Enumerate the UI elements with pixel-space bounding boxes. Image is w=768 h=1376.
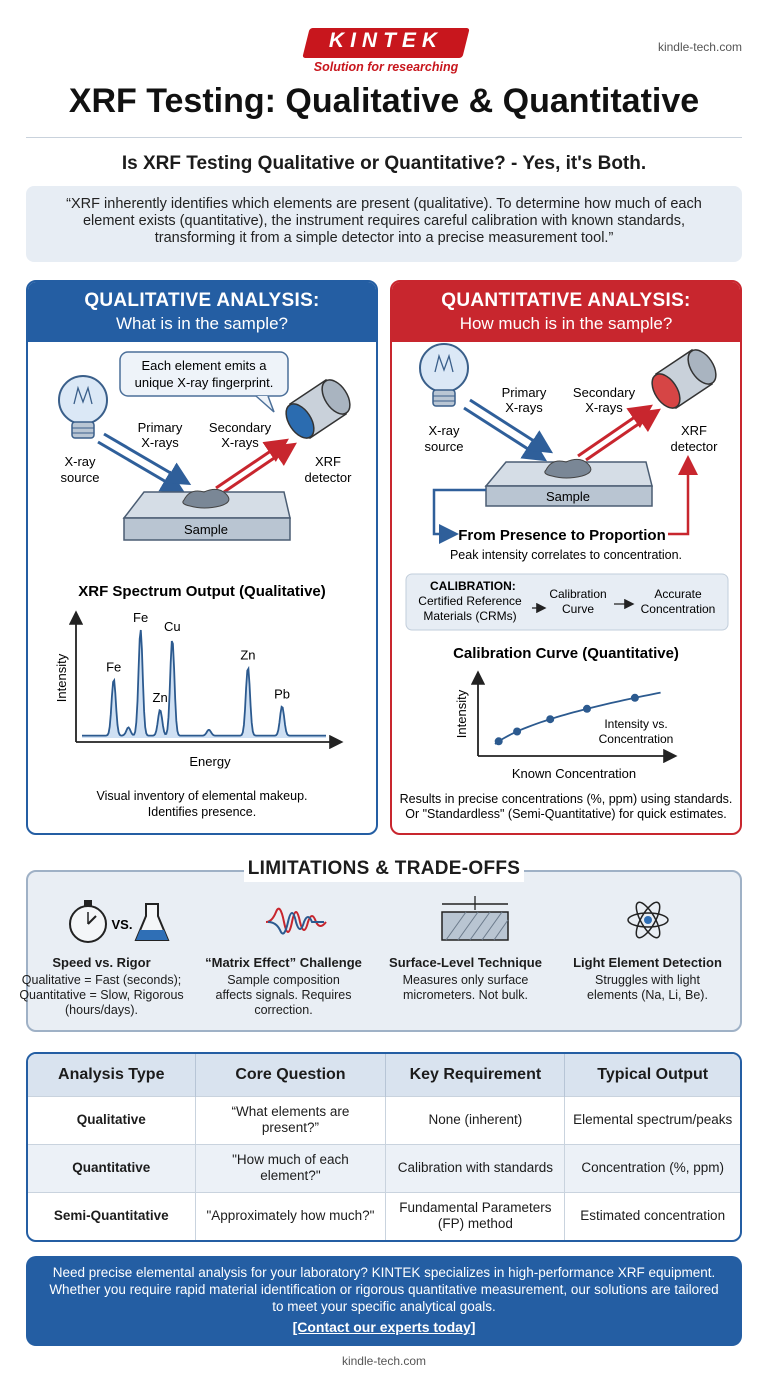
limitation-desc: Sample composition affects signals. Requires correction.: [215, 973, 352, 1017]
brand-logo-text: KINTEK: [328, 29, 444, 52]
table-header-row: [28, 1054, 740, 1096]
table-cell: "How much of each element?": [195, 1144, 386, 1192]
cta-text: Need precise elemental analysis for your laboratory? KINTEK specializes in high-performance XRF equipment. Whether you require rapid material identification or rigorous quantitative measurement, our solutions are tailored to meet your specific analytical goals.: [49, 1265, 719, 1314]
curve-note-line2: Concentration: [598, 732, 674, 746]
limitation-title: “Matrix Effect” Challenge: [205, 955, 362, 970]
table-row: [28, 1144, 740, 1192]
table-row: [28, 1096, 740, 1144]
peak-label-zn: Zn: [152, 690, 168, 705]
presence-title: From Presence to Proportion: [458, 527, 666, 544]
limitation-light-elements: [560, 955, 735, 1003]
source-label-line1: X-ray: [428, 423, 460, 438]
table-cell: "Approximately how much?": [195, 1192, 386, 1240]
site-url-top[interactable]: kindle-tech.com: [657, 40, 742, 54]
secondary-label-line1: Secondary: [208, 420, 272, 435]
atom-icon: [628, 899, 668, 941]
sample-label: Sample: [183, 522, 229, 537]
table-cell: Qualitative: [28, 1096, 195, 1144]
vs-label: VS.: [111, 917, 133, 932]
primary-ray-arrow: [464, 408, 542, 458]
spectrum-ylabel: Intensity: [54, 653, 69, 703]
spectrum-line: [82, 630, 326, 736]
primary-label-line2: X-rays: [141, 435, 179, 450]
flask-icon: [136, 904, 168, 940]
limitation-title: Speed vs. Rigor: [52, 955, 151, 970]
presence-subtitle: Peak intensity correlates to concentration.: [449, 548, 683, 562]
page-title: XRF Testing: Qualitative & Quantitative: [68, 82, 700, 120]
curve-xlabel: Known Concentration: [511, 766, 637, 781]
limitation-desc: Qualitative = Fast (seconds); Quantitative = Slow, Rigorous (hours/days).: [19, 973, 184, 1017]
xrf-detector-icon: [646, 345, 721, 413]
table-cell: None (inherent): [386, 1096, 565, 1144]
limitation-title: Light Element Detection: [573, 955, 722, 970]
wave-icon: [266, 909, 326, 934]
source-label-line2: source: [424, 439, 464, 454]
peak-label-zn: Zn: [240, 647, 256, 663]
quantitative-title: QUANTITATIVE ANALYSIS:: [441, 290, 691, 311]
peak-label-pb: Pb: [274, 686, 291, 702]
xray-source-bulb-icon: [420, 344, 468, 406]
callout-text-line2: unique X-ray fingerprint.: [134, 375, 274, 390]
summary-quote: “XRF inherently identifies which elements are present (qualitative). To determine how much of each element exists (quantitative), the instrument requires careful calibration with known standards, transforming it from a simple detector into a precise measurement tool.”: [26, 186, 742, 262]
qualitative-footer-line2: Identifies presence.: [147, 805, 257, 819]
xray-source-bulb-icon: [59, 376, 107, 438]
stopwatch-icon: [70, 900, 106, 942]
sample-label: Sample: [545, 489, 591, 504]
comparison-table: [26, 1052, 742, 1242]
table-cell: “What elements are present?”: [195, 1096, 386, 1144]
curve-step-line2: Curve: [561, 602, 595, 616]
calibration-label: CALIBRATION:: [430, 579, 516, 593]
curve-title: Calibration Curve (Quantitative): [453, 645, 679, 662]
table-cell: Estimated concentration: [565, 1192, 740, 1240]
peak-label-fe: Fe: [106, 659, 122, 675]
accurate-line1: Accurate: [654, 587, 702, 601]
limitation-desc: Measures only surface micrometers. Not bulk.: [402, 973, 529, 1002]
source-label-line2: source: [60, 470, 100, 485]
curve-step-line1: Calibration: [549, 587, 607, 601]
table-cell: Fundamental Parameters (FP) method: [386, 1192, 565, 1240]
table-cell: Elemental spectrum/peaks: [565, 1096, 740, 1144]
secondary-label-line2: X-rays: [221, 435, 259, 450]
calibration-point: [495, 737, 503, 745]
calibration-point: [546, 715, 554, 723]
quantitative-footer-line1: Results in precise concentrations (%, ppm) using standards.: [399, 792, 733, 806]
table-header: Typical Output: [565, 1054, 740, 1096]
quantitative-footer-line2: Or "Standardless" (Semi-Quantitative) for quick estimates.: [405, 807, 727, 821]
limitation-desc: Struggles with light elements (Na, Li, Be).: [587, 973, 708, 1002]
limitations-icons: [26, 890, 742, 954]
secondary-label-line1: Secondary: [572, 385, 636, 400]
surface-layer-icon: [442, 896, 508, 940]
table-header: Core Question: [195, 1054, 386, 1096]
table-cell: Quantitative: [28, 1144, 195, 1192]
spectrum-chart: [76, 610, 340, 742]
qualitative-title: QUALITATIVE ANALYSIS:: [84, 290, 320, 311]
peak-label-cu: Cu: [163, 619, 181, 635]
primary-label-line1: Primary: [137, 420, 183, 435]
primary-label-line1: Primary: [501, 385, 547, 400]
limitation-matrix-effect: [196, 955, 371, 1018]
crm-line2: Materials (CRMs): [423, 609, 517, 623]
limitation-surface: [378, 955, 553, 1003]
limitation-speed: [14, 955, 189, 1018]
contact-experts-link[interactable]: [Contact our experts today]: [292, 1319, 476, 1335]
table-row: [28, 1192, 740, 1240]
peak-label-fe: Fe: [133, 609, 149, 625]
quantitative-panel: [390, 280, 742, 835]
table-cell: Semi-Quantitative: [28, 1192, 195, 1240]
page-subtitle: Is XRF Testing Qualitative or Quantitative? - Yes, it's Both.: [121, 153, 647, 174]
qualitative-diagram: [28, 342, 376, 833]
site-url-bottom[interactable]: kindle-tech.com: [341, 1354, 427, 1368]
secondary-ray-arrow: [224, 446, 292, 492]
qualitative-footer-line1: Visual inventory of elemental makeup.: [96, 789, 308, 803]
secondary-ray-arrow: [586, 412, 656, 460]
curve-ylabel: Intensity: [454, 689, 469, 739]
title-divider: [26, 137, 742, 138]
crm-line1: Certified Reference: [418, 594, 522, 608]
source-label-line1: X-ray: [64, 454, 96, 469]
secondary-label-line2: X-rays: [585, 400, 623, 415]
qualitative-subtitle: What is in the sample?: [116, 314, 288, 333]
presence-flow-arrow-right: [668, 460, 688, 534]
spectrum-xlabel: Energy: [189, 754, 231, 769]
quantitative-subtitle: How much is in the sample?: [459, 314, 673, 333]
table-cell: Concentration (%, ppm): [565, 1144, 740, 1192]
calibration-box: [406, 574, 728, 630]
curve-note-line1: Intensity vs.: [604, 717, 668, 731]
table-cell: Calibration with standards: [386, 1144, 565, 1192]
limitations-title: LIMITATIONS & TRADE-OFFS: [244, 856, 524, 882]
spectrum-area: [82, 630, 326, 738]
detector-label-line2: detector: [670, 439, 718, 454]
calibration-point: [513, 728, 521, 736]
detector-label-line2: detector: [304, 470, 352, 485]
quantitative-diagram: [392, 342, 740, 833]
primary-label-line2: X-rays: [505, 400, 543, 415]
detector-label-line1: XRF: [681, 423, 707, 438]
cta-banner: [26, 1256, 742, 1346]
table-header: Key Requirement: [386, 1054, 565, 1096]
qualitative-panel: [26, 280, 378, 835]
callout-text-line1: Each element emits a: [141, 358, 267, 373]
detector-label-line1: XRF: [315, 454, 341, 469]
calibration-point: [631, 694, 639, 702]
xrf-detector-icon: [280, 375, 355, 443]
spectrum-title: XRF Spectrum Output (Qualitative): [78, 583, 326, 600]
limitation-title: Surface-Level Technique: [389, 955, 542, 970]
fingerprint-callout: [120, 352, 288, 412]
accurate-line2: Concentration: [640, 602, 716, 616]
quantitative-header: [392, 282, 740, 342]
secondary-ray-arrow: [578, 408, 648, 456]
qualitative-header: [28, 282, 376, 342]
calibration-point: [583, 705, 591, 713]
table-header: Analysis Type: [28, 1054, 195, 1096]
brand-tagline: Solution for researching: [313, 60, 459, 74]
